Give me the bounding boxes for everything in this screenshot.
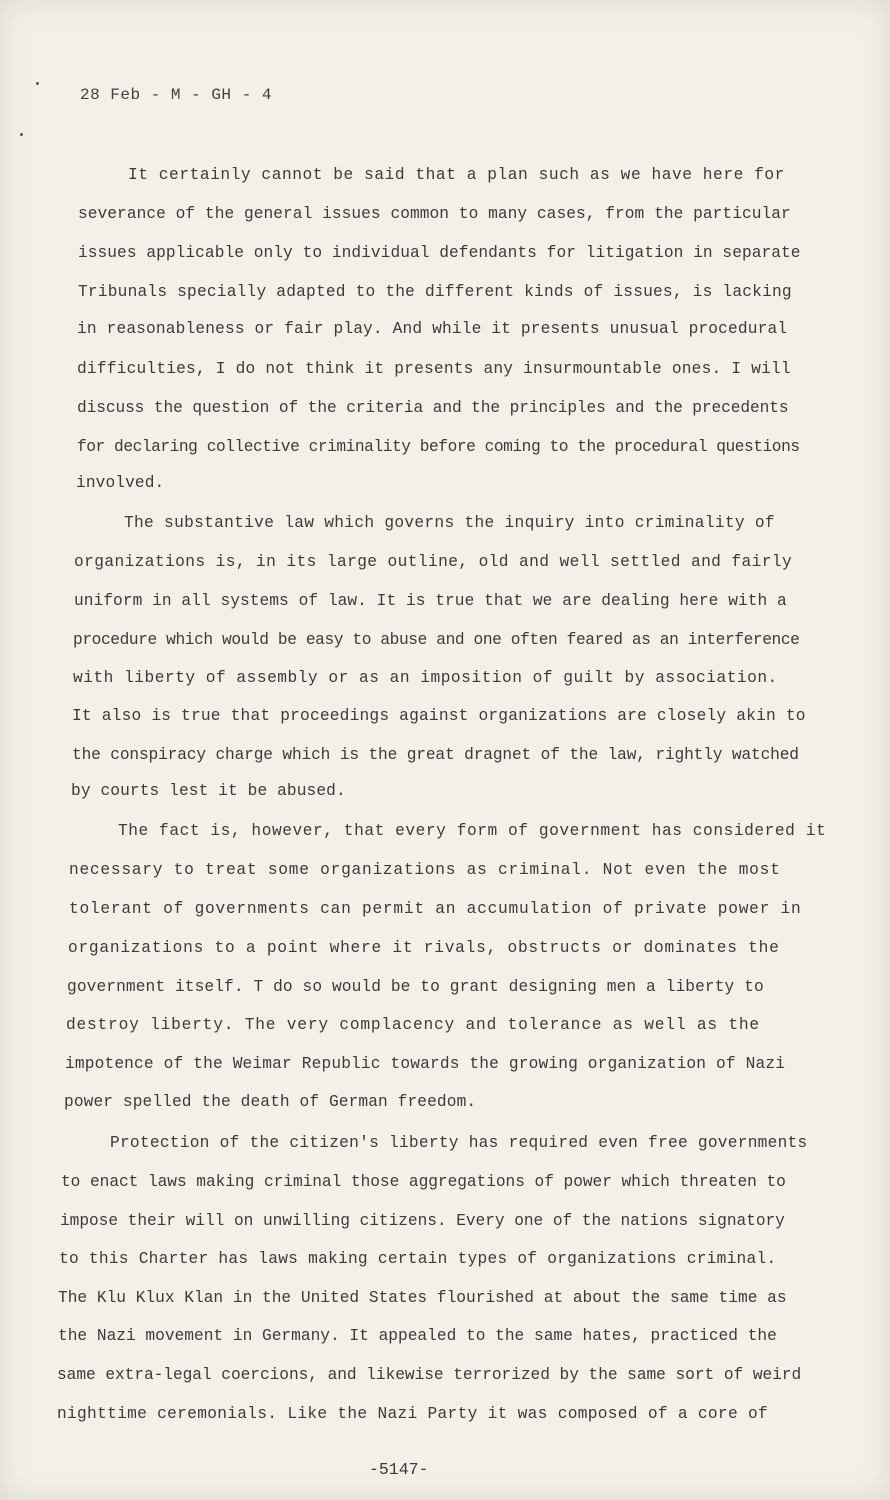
text-line: by courts lest it be abused. [71, 782, 346, 800]
text-line: government itself. T do so would be to grant designing men a liberty to [67, 978, 764, 996]
text-line: discuss the question of the criteria and the principles and the precedents [77, 399, 789, 417]
text-line: to this Charter has laws making certain types of organizations criminal. [59, 1250, 777, 1268]
text-line: with liberty of assembly or as an imposition of guilt by association. [73, 669, 778, 687]
margin-speck [36, 82, 39, 85]
text-line: Tribunals specially adapted to the different kinds of issues, is lacking [78, 283, 792, 301]
text-line: for declaring collective criminality before coming to the procedural questions [77, 438, 800, 456]
text-line: the Nazi movement in Germany. It appealed to the same hates, practiced the [58, 1327, 777, 1345]
text-line: involved. [76, 474, 165, 492]
text-line: difficulties, I do not think it presents any insurmountable ones. I will [77, 360, 791, 378]
text-line: impotence of the Weimar Republic towards the growing organization of Nazi [65, 1055, 786, 1073]
text-line: power spelled the death of German freedom. [64, 1093, 477, 1111]
text-line: It also is true that proceedings against organizations are closely akin to [72, 707, 806, 725]
text-line: The Klu Klux Klan in the United States flourished at about the same time as [58, 1289, 787, 1307]
text-line: uniform in all systems of law. It is true that we are dealing here with a [74, 592, 787, 610]
text-line: organizations to a point where it rivals, obstructs or dominates the [68, 939, 780, 957]
text-line: Protection of the citizen's liberty has required even free governments [110, 1134, 808, 1152]
text-line: necessary to treat some organizations as criminal. Not even the most [69, 861, 781, 879]
text-line: nighttime ceremonials. Like the Nazi Party it was composed of a core of [57, 1405, 768, 1423]
text-line: issues applicable only to individual defendants for litigation in separate [78, 244, 801, 262]
page-header: 28 Feb - M - GH - 4 [80, 86, 272, 104]
text-line: organizations is, in its large outline, old and well settled and fairly [74, 553, 793, 571]
text-line: same extra-legal coercions, and likewise terrorized by the same sort of weird [57, 1366, 802, 1384]
text-line: severance of the general issues common to many cases, from the particular [78, 205, 791, 223]
text-line: procedure which would be easy to abuse and one often feared as an interference [73, 631, 800, 649]
text-line: to enact laws making criminal those aggregations of power which threaten to [61, 1173, 786, 1191]
text-line: destroy liberty. The very complacency and tolerance as well as the [66, 1016, 760, 1034]
text-line: impose their will on unwilling citizens. Every one of the nations signatory [60, 1212, 785, 1230]
text-line: The fact is, however, that every form of government has considered it [118, 822, 827, 840]
page-number: -5147- [369, 1460, 429, 1479]
text-line: the conspiracy charge which is the great dragnet of the law, rightly watched [72, 746, 799, 764]
text-line: in reasonableness or fair play. And while it presents unusual procedural [77, 320, 788, 338]
text-line: It certainly cannot be said that a plan such as we have here for [128, 166, 785, 184]
text-line: tolerant of governments can permit an accumulation of private power in [69, 900, 802, 918]
margin-speck [20, 133, 23, 136]
text-line: The substantive law which governs the inquiry into criminality of [124, 514, 775, 532]
